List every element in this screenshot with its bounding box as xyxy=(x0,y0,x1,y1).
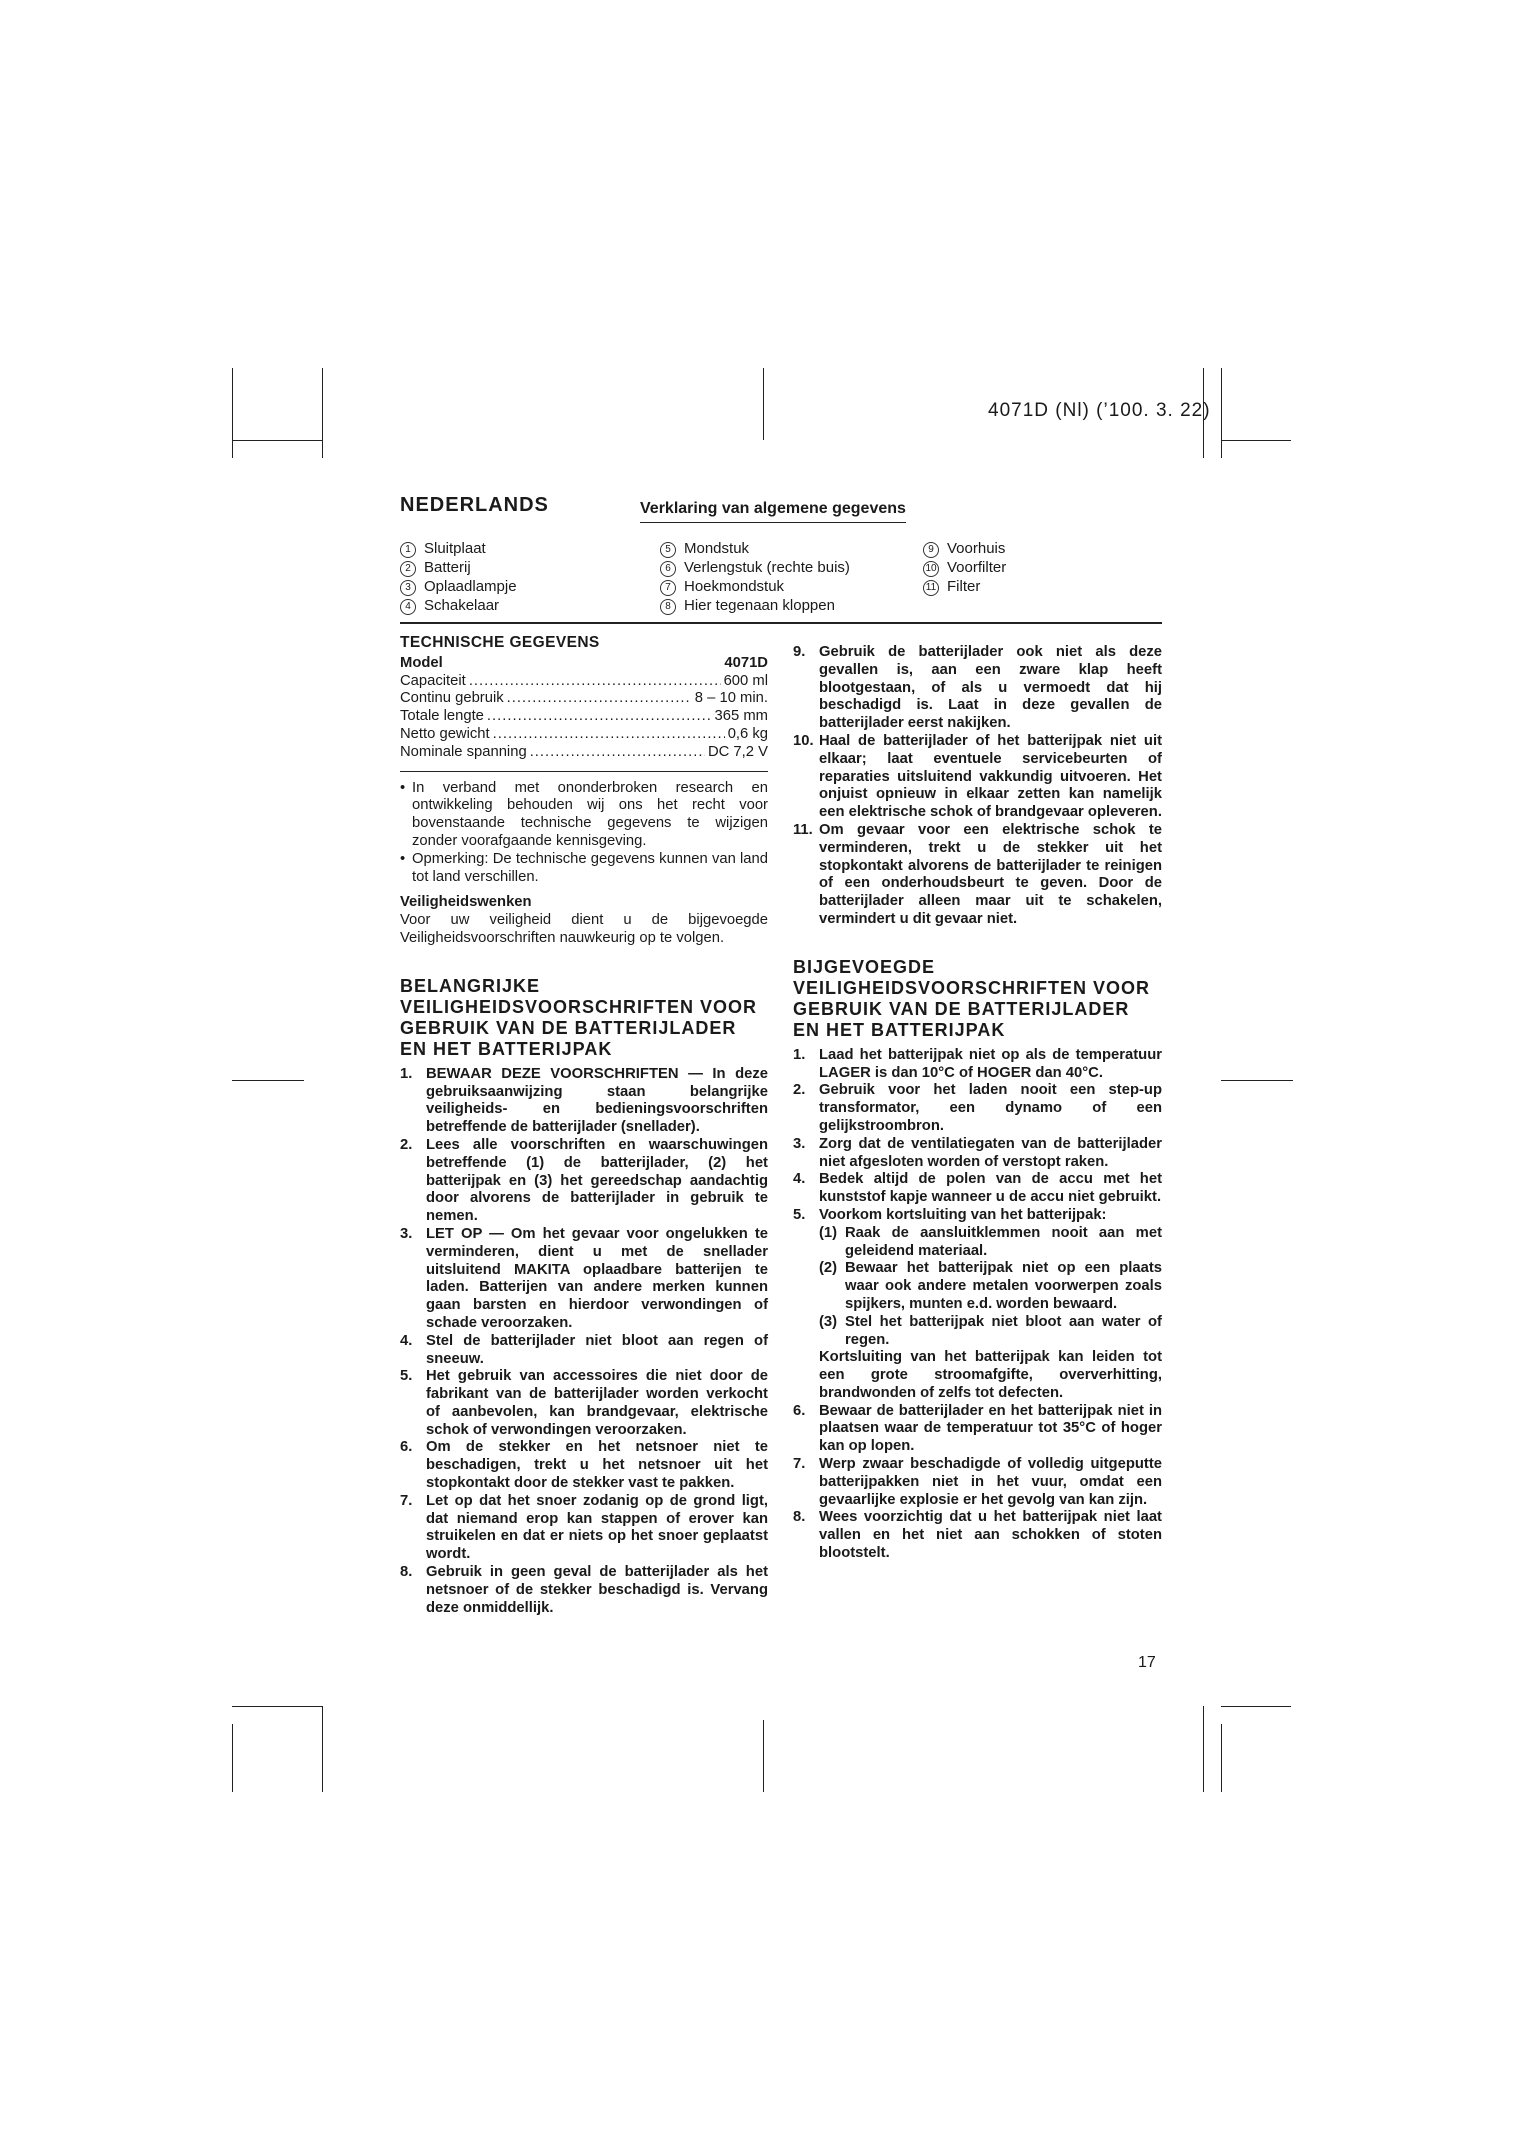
crop-mark xyxy=(1221,440,1291,441)
additional-heading: BIJGEVOEGDE VEILIGHEIDSVOORSCHRIFTEN VOOR GEBRUIK VAN DE BATTERIJLADER EN HET BATTERIJPAK xyxy=(793,956,1151,1040)
sub-item: (3) Stel het batterijpak niet bloot aan water of regen. xyxy=(819,1313,1162,1348)
list-item: 7. Let op dat het snoer zodanig op de grond ligt, dat niemand erop kan stappen of erover kan struikelen en dat er niets op het snoer geplaatst wordt. xyxy=(400,1492,768,1563)
specs-heading: TECHNISCHE GEGEVENS xyxy=(400,634,600,651)
legend-item: 11 Filter xyxy=(923,577,1006,596)
spec-note: • In verband met ononderbroken research en ontwikkeling behouden wij ons het recht voor bovenstaande technische gegevens te wijzigen zonder voorafgaande kennisgeving. xyxy=(400,779,768,849)
list-item: 5. Het gebruik van accessoires die niet door de fabrikant van de batterijlader worden verkocht of aanbevolen, kan brandgevaar, elektrische schok of verwondingen veroorzaken. xyxy=(400,1368,768,1438)
legend-item: 3 Oplaadlampje xyxy=(400,577,517,596)
crop-mark xyxy=(232,440,322,441)
right-column xyxy=(793,644,1162,1563)
crop-mark xyxy=(763,368,764,440)
legend-item: 6 Verlengstuk (rechte buis) xyxy=(660,558,850,577)
list-item: 9. Gebruik de batterijlader ook niet als deze gevallen is, aan een zware klap heeft blootgestaan, of als u vermoedt dat hij beschadigd is. Laat in deze gevallen de batterijlader eerst nakijken. xyxy=(793,644,1162,732)
divider xyxy=(400,622,1162,624)
spec-row: Totale lengte ..... 365 mm xyxy=(400,708,768,726)
page-number: 17 xyxy=(1138,1654,1156,1671)
crop-mark xyxy=(1221,368,1222,458)
legend-item: 7 Hoekmondstuk xyxy=(660,577,850,596)
crop-mark xyxy=(1221,1706,1291,1707)
crop-mark xyxy=(232,1080,304,1081)
crop-mark xyxy=(1221,1724,1222,1792)
safety-heading: Veiligheidswenken xyxy=(400,894,532,911)
legend-column-3 xyxy=(923,539,1006,596)
crop-mark xyxy=(232,368,233,458)
legend-item: 2 Batterij xyxy=(400,558,517,577)
list-item: 4. Stel de batterijlader niet bloot aan regen of sneeuw. xyxy=(400,1332,768,1367)
crop-mark xyxy=(322,368,323,458)
crop-mark xyxy=(232,1724,233,1792)
crop-mark xyxy=(1221,1080,1293,1081)
document-code: 4071D (Nl) (’100. 3. 22) xyxy=(988,400,1211,421)
list-item: 7. Werp zwaar beschadigde of volledig uitgeputte batterijpakken niet in het vuur, omdat een gevaarlijke explosie er het gevolg van kan zijn. xyxy=(793,1456,1162,1508)
legend-subtitle: Verklaring van algemene gegevens xyxy=(640,500,906,523)
list-item: 10. Haal de batterijlader of het batterijpak niet uit elkaar; laat eventuele servicebeurten of reparaties uitsluitend vakkundig uitvoeren. Het onjuist opnieuw in elkaar zetten kan namelijk een elektrische schok of brandgevaar opleveren. xyxy=(793,732,1162,821)
left-column xyxy=(400,634,768,1617)
language-title: NEDERLANDS xyxy=(400,494,549,516)
legend-item: 5 Mondstuk xyxy=(660,539,850,558)
crop-mark xyxy=(763,1720,764,1792)
spec-row: Nominale spanning ..... DC 7,2 V xyxy=(400,744,768,762)
spec-row: Netto gewicht ..... 0,6 kg xyxy=(400,726,768,744)
spec-model-row: Model 4071D xyxy=(400,654,768,671)
sub-note: Kortsluiting van het batterijpak kan leiden tot een grote stroomafgifte, oververhitting, brandwonden of zelfs tot defecten. xyxy=(819,1349,1162,1401)
spec-row: Continu gebruik ..... 8 – 10 min. xyxy=(400,690,768,708)
legend-item: 10 Voorfilter xyxy=(923,558,1006,577)
list-item: 2. Gebruik voor het laden nooit een step-up transformator, een dynamo of een gelijkstroombron. xyxy=(793,1082,1162,1134)
legend-item: 9 Voorhuis xyxy=(923,539,1006,558)
list-item: 1. BEWAAR DEZE VOORSCHRIFTEN — In deze gebruiksaanwijzing staan belangrijke veiligheids- en bedieningsvoorschriften betreffende de batterijlader (snellader). xyxy=(400,1065,768,1136)
list-item: 4. Bedek altijd de polen van de accu met het kunststof kapje wanneer u de accu niet gebruikt. xyxy=(793,1171,1162,1206)
legend-column-1 xyxy=(400,539,517,615)
spec-divider xyxy=(400,771,768,772)
legend-item: 1 Sluitplaat xyxy=(400,539,517,558)
list-item: 3. LET OP — Om het gevaar voor ongelukken te verminderen, dient u met de snellader uitsluitend MAKITA oplaadbare batterijen te laden. Batterijen van andere merken kunnen gaan barsten en hierdoor verwondingen of schade veroorzaken. xyxy=(400,1225,768,1331)
sub-item: (1) Raak de aansluitklemmen nooit aan met geleidend materiaal. xyxy=(819,1224,1162,1259)
list-item: 6. Bewaar de batterijlader en het batterijpak niet in plaatsen waar de temperatuur tot 35°C of hoger kan op lopen. xyxy=(793,1402,1162,1455)
legend-item: 4 Schakelaar xyxy=(400,596,517,615)
important-list xyxy=(400,1066,768,1618)
crop-mark xyxy=(1203,1706,1204,1792)
important-list-continued xyxy=(793,644,1162,929)
spec-row: Capaciteit ..... 600 ml xyxy=(400,673,768,691)
legend-item: 8 Hier tegenaan kloppen xyxy=(660,596,850,615)
list-item: 8. Wees voorzichtig dat u het batterijpak niet laat vallen en het niet aan schokken of stoten blootstelt. xyxy=(793,1509,1162,1562)
list-item: 3. Zorg dat de ventilatiegaten van de batterijlader niet afgesloten worden of verstopt raken. xyxy=(793,1135,1162,1170)
list-item: 2. Lees alle voorschriften en waarschuwingen betreffende (1) de batterijlader, (2) het batterijpak en (3) het gereedschap aandachtig door alvorens de batterijlader in gebruik te nemen. xyxy=(400,1136,768,1225)
spec-note: • Opmerking: De technische gegevens kunnen van land tot land verschillen. xyxy=(400,850,768,885)
list-item: 6. Om de stekker en het netsnoer niet te beschadigen, trekt u het netsnoer uit het stopkontakt door de stekker vast te pakken. xyxy=(400,1439,768,1492)
list-item: 5. Voorkom kortsluiting van het batterijpak: (1) Raak de aansluitklemmen nooit aan met geleidend materiaal. (2) Bewaar het batterijpak niet op een plaats waar ook andere metalen voorwerpen zoals spijkers, munten e.d. worden bewaard. (3) Stel het batterijpak niet bloot aan water of regen. Kortsluiting van het batterijpak kan leiden tot een grote stroomafgifte, oververhitting, brandwonden of zelfs tot defecten. xyxy=(793,1206,1162,1401)
additional-list xyxy=(793,1047,1162,1563)
crop-mark xyxy=(232,1706,322,1707)
legend-column-2 xyxy=(660,539,850,615)
crop-mark xyxy=(322,1706,323,1792)
important-heading: BELANGRIJKE VEILIGHEIDSVOORSCHRIFTEN VOOR GEBRUIK VAN DE BATTERIJLADER EN HET BATTERIJPAK xyxy=(400,975,758,1059)
list-item: 11. Om gevaar voor een elektrische schok te verminderen, trekt u de stekker uit het stopkontakt alvorens de batterijlader te reinigen of een onderhoudsbeurt te geven. Door de batterijlader alleen maar uit te schakelen, vermindert u dit gevaar niet. xyxy=(793,821,1162,927)
list-item: 1. Laad het batterijpak niet op als de temperatuur LAGER is dan 10°C of HOGER dan 40°C. xyxy=(793,1046,1162,1081)
list-item: 8. Gebruik in geen geval de batterijlader als het netsnoer of de stekker beschadigd is. Vervang deze onmiddellijk. xyxy=(400,1564,768,1616)
safety-text: Voor uw veiligheid dient u de bijgevoegde Veiligheidsvoorschriften nauwkeurig op te volgen. xyxy=(400,912,768,946)
sub-item: (2) Bewaar het batterijpak niet op een plaats waar ook andere metalen voorwerpen zoals spijkers, munten e.d. worden bewaard. xyxy=(819,1260,1162,1312)
